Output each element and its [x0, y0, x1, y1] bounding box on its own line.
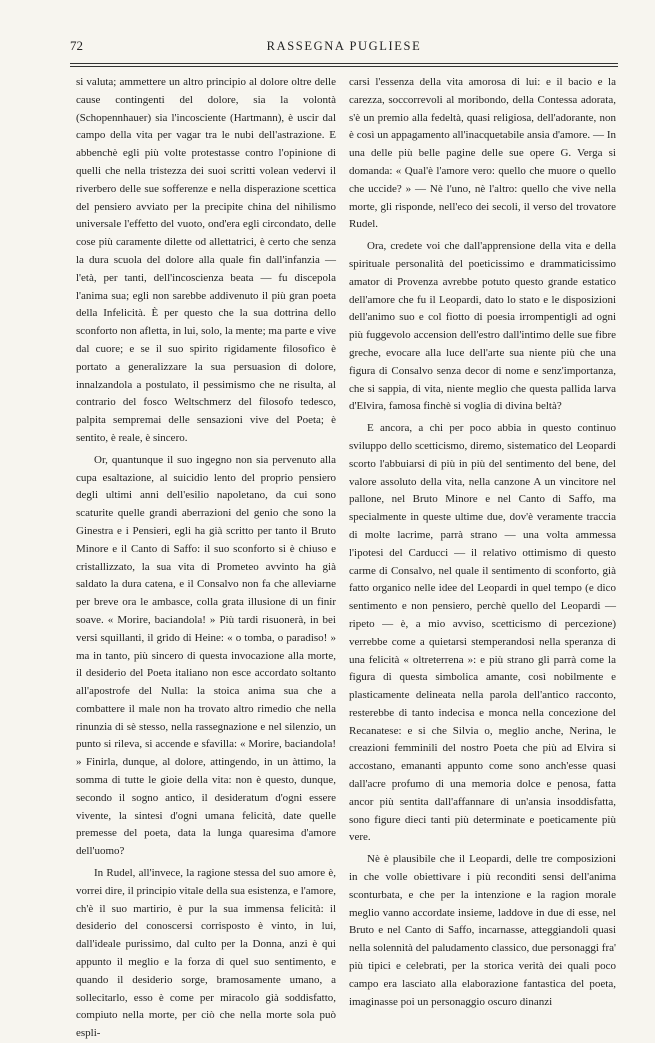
left-column — [76, 74, 336, 1043]
right-paragraph-1: carsi l'essenza della vita amorosa di lui: e il bacio e la carezza, soccorrevoli al moribondo, della Contessa adorata, s'è un premio alla fedeltà, quasi religiosa, dell'adorante, non è così un appagamento all'inacquetabile ansia d'amore. — In una delle più belle pagine delle sue opere G. Verga si domanda: « Qual'è l'amore vero: quello che muore o quello che uccide? » — Nè l'uno, nè l'altro: quello che vive nella morte, gli risponde, nell'eco dei secoli, il verso del trovatore Rudel. — [349, 76, 616, 231]
left-paragraph-2: Or, quantunque il suo ingegno non sia pervenuto alla cupa esaltazione, al suicidio lento del proprio pensiero degli ultimi anni dell'esilio napoletano, da cui sono scaturite quelle grandi aberrazioni del genio che sono la Ginestra e i Pensieri, egli ha già scritto per tanto il Bruto Minore e il Canto di Saffo: il suo sconforto si è chiuso e cristallizzato, la sua vita di Prometeo avvinto ha già saldato la dura catena, e il Consalvo non fa che alleviarne per breve ora le ambasce, colla grata illusione di un finir soave. « Morire, baciandola! » Più tardi risuonerà, in bei versi squillanti, il grido di Heine: « o tomba, o paradiso! » ma in tanto, più sincero di questa invocazione alla morte, il desiderio del Poeta italiano non esce accordato soltanto all'apostrofe del Nulla: la stoica anima sua che a combattere il male non ha trovato altro rimedio che nella rinunzia di sè stesso, nella rassegnazione e nel silenzio, un punto si rileva, si accende e sfavilla: « Morire, baciandola! » Finirla, dunque, al dolore, attingendo, in un àttimo, la somma di tutte le gioie della vita: non è questo, dunque, secondo il sogno antico, il desideratum d'ogni essere vivente, la sintesi d'ogni umana felicità, date quelle premesse del poeta, data la lunga quaresima d'amore dell'uomo? — [76, 453, 336, 858]
page-header — [70, 38, 618, 56]
left-paragraph-3: In Rudel, all'invece, la ragione stessa del suo amore è, vorrei dire, il principio vitale della sua esistenza, e l'amore, ch'è il suo martirio, è pur la sua immensa felicità: il desiderio del conoscersi corrisposto è vinto, in lui, dall'ideale purissimo, dal culto per la Donna, anzi è qui appunto il meglio e la forza di quel suo sentimento, e quando il desiderio sorge, bramosamente umano, a sollecitarlo, esso è come per miracolo già soddisfatto, compiuto nella morte, per ciò che nella morte sola può espli- — [76, 867, 336, 1040]
right-paragraph-3: E ancora, a chi per poco abbia in questo continuo sviluppo dello scetticismo, diremo, sistematico del Leopardi scorto l'abbuiarsi di più in più del sentimento del bene, del valore assoluto della vita, nella canzone A un vincitore nel pallone, nel Bruto Minore e nel Canto di Saffo, ma specialmente in queste ultime due, dov'è veramente traccia di molte lacrime, parrà strano — una volta ammessa l'ipotesi del Carducci — il relativo ottimismo di questo carme di Consalvo, nel quale il sentimento di sconforto, già fatto organico nelle idee del Leopardi in quel tempo (e dico sentimento e non pensiero, perchè quello del Leopardi — ripeto — è, a mio avviso, scetticismo di percezione) verrebbe come a quietarsi stemperandosi nella speranza di una felicità « oltreterrena »: e più strano gli parrà come la figura di questa simbolica amante, così nobilmente e plasticamente delineata nella parola dell'antico racconto, resterebbe di tanto indecisa e monca nella concezione del Recanatese: e si che Silvia o, meglio anche, Nerina, le creazioni femminili del nostro Poeta che più ad Elvira si accostano, emananti appunto come sono anch'esse quasi dall'acre profumo di una memoria dolce e penosa, fatta ancor più sentita dall'affannare di un'ansia insoddisfatta, sono figure dieci tanti più determinate e poeticamente più vere. — [349, 422, 616, 844]
left-paragraph-1: si valuta; ammettere un altro principio al dolore oltre delle cause contingenti del dolore, sia la volontà (Schopennhauer) sia l'incosciente (Hartmann), è uscir dal campo della vita per vagar tra le nubi dell'astrazione. E abbenchè egli più volte protestasse contro l'opinione di quelli che nella tristezza dei suoi scritti volean vedervi il riverbero delle sue sofferenze e nella disperazione scettica del pensiero avviato per la precipite china del nihilismo universale l'effetto del vuoto, ond'era egli circondato, delle cose più caramente dilette od allettatrici, è certo che senza la dura scuola del dolore alla quale fin dall'infanzia — l'età, per tanti, dell'incoscienza beata — fu discepola l'anima sua; egli non sarebbe addivenuto il più gran poeta della Infelicità. È per questo che la sua dottrina dello sconforto non afletta, in lui, solo, la mente; ma parte e vive dal cuore; e se il suo spirito rigidamente filosofico è portato a generalizzare la sua persuasion di dolore, innalzandola a postulato, il pessimismo che ne risulta, al contrario del fosco Weltschmerz del filosofo tedesco, palpita sempremai delle sensazioni vive del Poeta; è sentito, è reale, è sincero. — [76, 76, 336, 444]
right-paragraph-4: Nè è plausibile che il Leopardi, delle tre composizioni in che volle obiettivare i più reconditi sensi dell'anima sconturbata, e che per la intenzione e la ragion morale meglio vanno accordate insieme, laddove in due di esse, nel Bruto e nel Canto di Saffo, incarnasse, atteggiandoli quasi nella solennità del paludamento classico, due personaggi fra' più tipici e celebrati, per la storica verità dei quali poco campo era lasciato alla elaborazione fantastica del poeta, imaginasse poi un personaggio oscuro dinanzi — [349, 853, 616, 1008]
header-rule — [70, 63, 618, 64]
page-number: 72 — [70, 38, 83, 53]
right-paragraph-2: Ora, credete voi che dall'apprensione della vita e della spirituale personalità del poeticissimo e drammaticissimo amator di Provenza avrebbe potuto questo grande estatico dell'amore che fu il Leopardi, dato lo stato e le disposizioni dell'animo suo e col fiotto di poesia irrompentigli ad ogni più fuggevolo accension dell'estro dall'intimo delle sue fibre greche, evocare alla luce dell'arte sua niente più che una figura di Consalvo senza decor di nome e senz'importanza, che si sappia, di vita, niente meglio che questa pallida larva d'Elvira, famosa finchè si voglia di divina beltà? — [349, 240, 616, 413]
header-rule-second — [70, 66, 618, 67]
right-column — [349, 74, 616, 1011]
journal-title: RASSEGNA PUGLIESE — [266, 39, 422, 53]
